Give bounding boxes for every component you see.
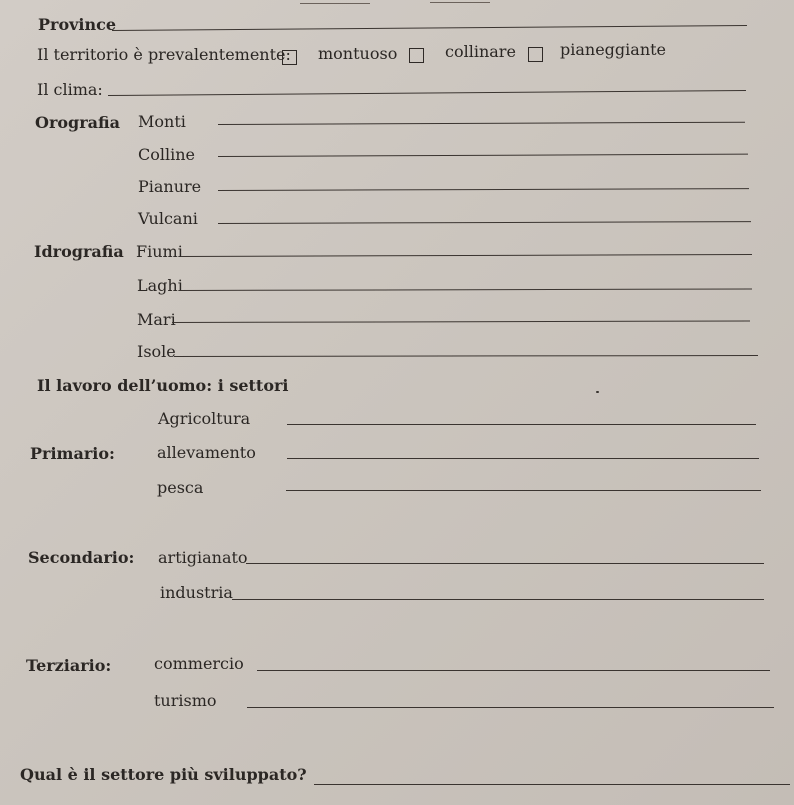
terziario-label: Terziario: <box>26 656 112 675</box>
pianeggiante-checkbox[interactable] <box>528 47 543 62</box>
lavoro-title: Il lavoro dell’uomo: i settori <box>37 376 289 395</box>
pesca-line[interactable] <box>286 490 761 491</box>
pesca-label: pesca <box>157 478 204 497</box>
pianeggiante-label: pianeggiante <box>560 40 667 59</box>
montuoso-checkbox[interactable] <box>282 50 297 65</box>
montuoso-label: montuoso <box>318 44 398 63</box>
question-text: Qual è il settore più sviluppato? <box>20 765 307 784</box>
primario-label: Primario: <box>30 444 115 463</box>
territory-label: Il territorio è prevalentemente: <box>37 45 291 64</box>
orografia-label: Orografia <box>35 113 121 132</box>
colline-line[interactable] <box>218 154 748 157</box>
top-edge-scrap <box>430 2 490 3</box>
turismo-label: turismo <box>154 691 217 710</box>
stray-mark <box>596 391 599 393</box>
vulcani-label: Vulcani <box>138 209 198 228</box>
mari-line[interactable] <box>172 320 750 323</box>
industria-line[interactable] <box>232 599 764 600</box>
isole-label: Isole <box>137 342 176 361</box>
artigianato-line[interactable] <box>246 563 764 564</box>
fiumi-label: Fiumi <box>136 242 183 261</box>
question-line[interactable] <box>314 784 790 785</box>
climate-label: Il clima: <box>37 80 103 99</box>
province-line[interactable] <box>112 25 747 31</box>
mari-label: Mari <box>137 310 176 329</box>
idrografia-label: Idrografia <box>34 242 124 261</box>
allevamento-line[interactable] <box>287 458 759 459</box>
turismo-line[interactable] <box>247 707 774 708</box>
allevamento-label: allevamento <box>157 443 256 462</box>
collinare-checkbox[interactable] <box>409 48 424 63</box>
vulcani-line[interactable] <box>218 221 751 224</box>
artigianato-label: artigianato <box>158 548 248 567</box>
monti-label: Monti <box>138 112 186 131</box>
commercio-line[interactable] <box>257 670 770 671</box>
monti-line[interactable] <box>218 122 745 125</box>
province-label: Province <box>38 15 117 34</box>
secondario-label: Secondario: <box>28 548 135 567</box>
pianure-line[interactable] <box>218 188 749 191</box>
agricoltura-line[interactable] <box>287 424 756 425</box>
collinare-label: collinare <box>445 42 516 61</box>
isole-line[interactable] <box>174 355 758 357</box>
industria-label: industria <box>160 583 233 602</box>
laghi-line[interactable] <box>180 289 752 291</box>
top-edge-scrap <box>300 3 370 4</box>
colline-label: Colline <box>138 145 195 164</box>
commercio-label: commercio <box>154 654 244 673</box>
climate-line[interactable] <box>108 90 746 96</box>
agricoltura-label: Agricoltura <box>158 409 251 428</box>
fiumi-line[interactable] <box>182 254 752 257</box>
pianure-label: Pianure <box>138 177 202 196</box>
laghi-label: Laghi <box>137 276 183 295</box>
